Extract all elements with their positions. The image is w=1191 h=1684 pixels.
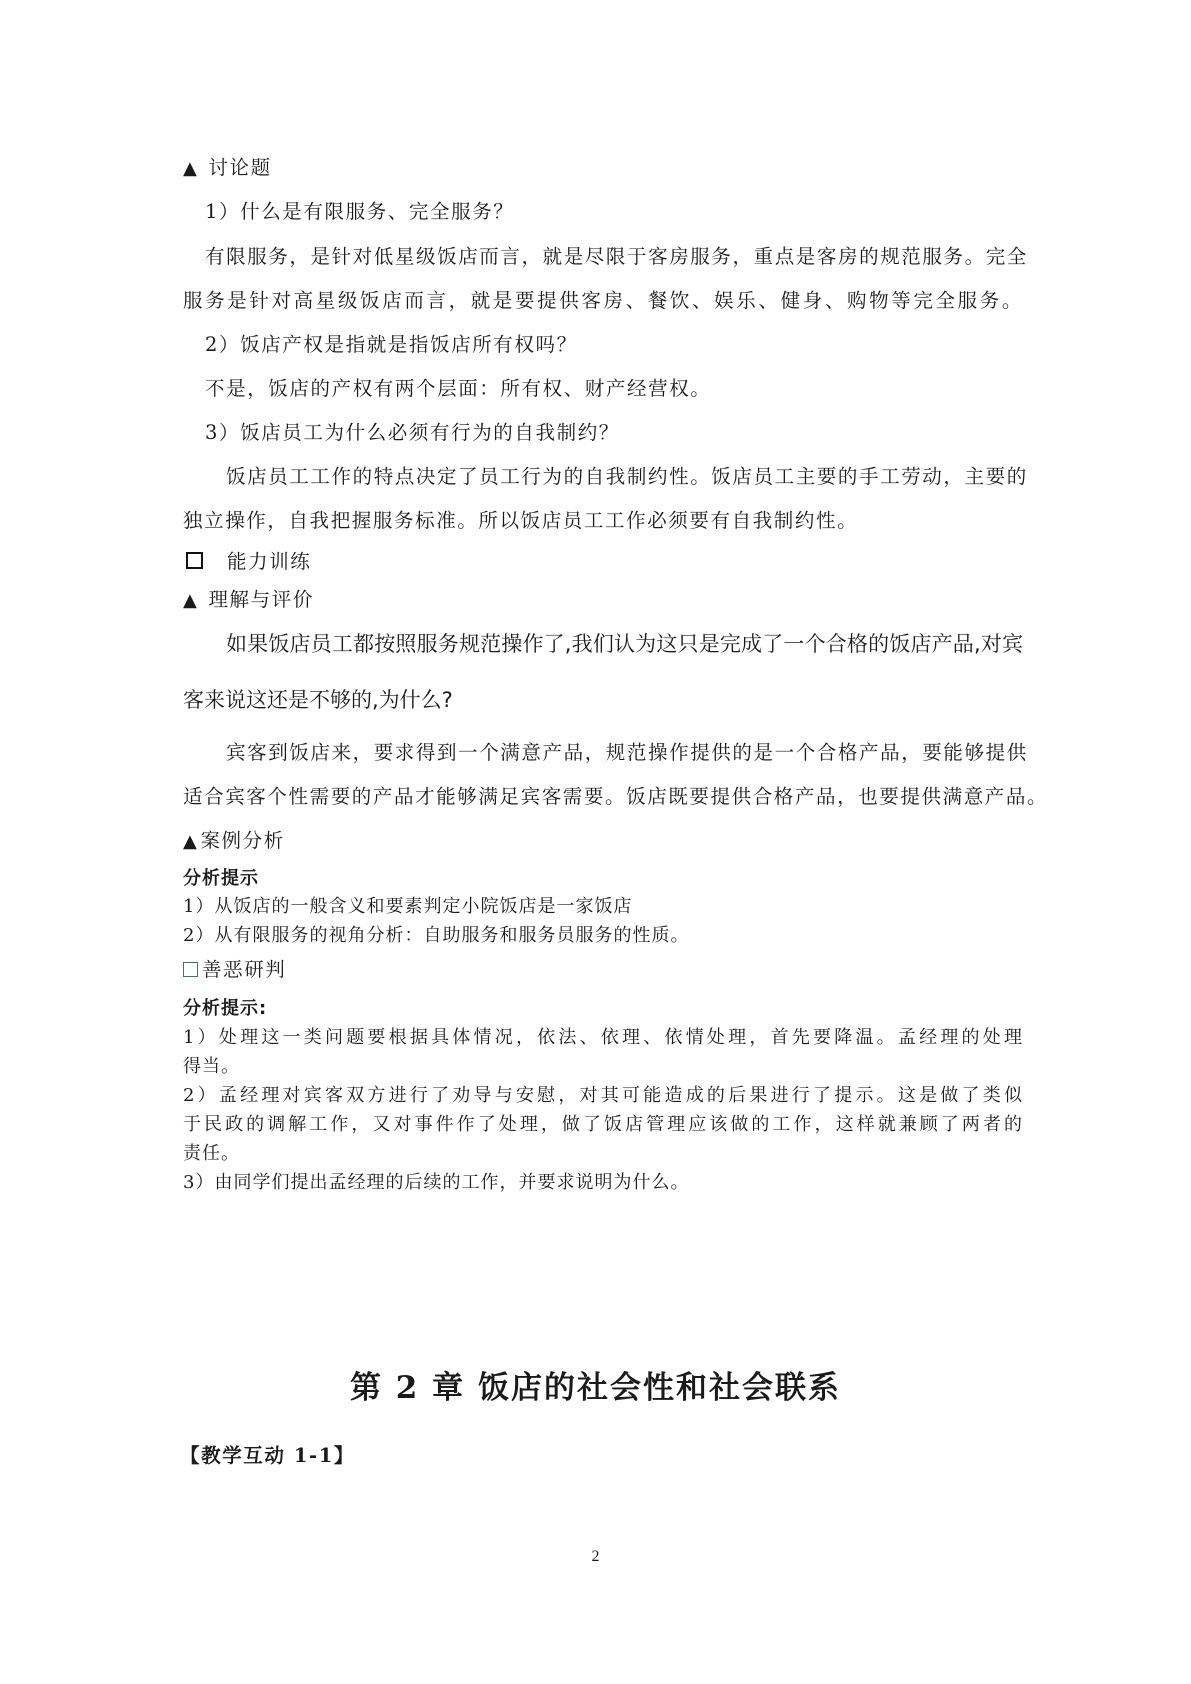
ethics-point-2-line-1: 2）孟经理对宾客双方进行了劝导与安慰，对其可能造成的后果进行了提示。这是做了类似 <box>183 1085 1023 1106</box>
answer-3-line-2: 独立操作，自我把握服务标准。所以饭店员工工作必须要有自我制约性。 <box>183 509 859 532</box>
understanding-header <box>183 586 1023 615</box>
triangle-icon: ▲ <box>183 158 199 179</box>
answer-1-line-2: 服务是针对高星级饭店而言，就是要提供客房、餐饮、娱乐、健身、购物等完全服务。 <box>183 289 1023 312</box>
triangle-icon: ▲ <box>183 590 199 611</box>
ethics-point-1-line-1: 1）处理这一类问题要根据具体情况，依法、依理、依情处理，首先要降温。孟经理的处理 <box>183 1027 1023 1048</box>
answer-1-line-1: 有限服务，是针对低星级饭店而言，就是尽限于客房服务，重点是客房的规范服务。完全 <box>205 245 1028 268</box>
ethics-point-3: 3）由同学们提出孟经理的后续的工作，并要求说明为什么。 <box>183 1172 690 1193</box>
case-header-text: 案例分析 <box>200 829 285 852</box>
ability-header-text: 能力训练 <box>227 550 312 573</box>
ethics-hint-title: 分析提示: <box>183 998 268 1019</box>
triangle-icon: ▲ <box>183 831 199 852</box>
case-hint-title: 分析提示 <box>183 868 259 889</box>
discussion-header-text: 讨论题 <box>208 156 272 179</box>
checkbox-square-icon <box>183 962 198 977</box>
ability-header <box>183 548 1023 576</box>
discussion-header <box>183 154 1023 183</box>
chapter-title: 第 2 章 饭店的社会性和社会联系 <box>350 1370 841 1406</box>
question-3: 3）饭店员工为什么必须有行为的自我制约？ <box>205 421 620 444</box>
teaching-interaction-label: 【教学互动 1-1】 <box>180 1444 356 1467</box>
checkbox-square-icon <box>186 552 203 569</box>
page-number: 2 <box>591 1548 600 1565</box>
answer-2: 不是，饭店的产权有两个层面：所有权、财产经营权。 <box>205 377 712 400</box>
case-header <box>183 827 1023 856</box>
understanding-answer-line-1: 宾客到饭店来，要求得到一个满意产品，规范操作提供的是一个合格产品，要能够提供 <box>226 741 1028 764</box>
understanding-question-line-2: 客来说这还是不够的,为什么? <box>183 688 453 712</box>
ethics-header-text: 善恶研判 <box>202 958 287 981</box>
answer-3-line-1: 饭店员工工作的特点决定了员工行为的自我制约性。饭店员工主要的手工劳动，主要的 <box>226 465 1028 488</box>
ethics-point-2-line-2: 于民政的调解工作，又对事件作了处理，做了饭店管理应该做的工作，这样就兼顾了两者的 <box>183 1114 1023 1135</box>
question-1: 1）什么是有限服务、完全服务？ <box>205 200 515 223</box>
case-hint-1: 1）从饭店的一般含义和要素判定小院饭店是一家饭店 <box>183 896 633 917</box>
understanding-question-line-1: 如果饭店员工都按照服务规范操作了,我们认为这只是完成了一个合格的饭店产品,对宾 <box>226 632 1023 656</box>
ethics-header <box>183 956 1023 984</box>
ethics-point-1-line-2: 得当。 <box>183 1056 240 1077</box>
understanding-header-text: 理解与评价 <box>208 588 314 611</box>
ethics-point-2-line-3: 责任。 <box>183 1143 240 1164</box>
case-hint-2: 2）从有限服务的视角分析：自助服务和服务员服务的性质。 <box>183 925 690 946</box>
question-2: 2）饭店产权是指就是指饭店所有权吗？ <box>205 333 578 356</box>
understanding-answer-line-2: 适合宾客个性需要的产品才能够满足宾客需要。饭店既要提供合格产品，也要提供满意产品。 <box>183 785 1049 808</box>
